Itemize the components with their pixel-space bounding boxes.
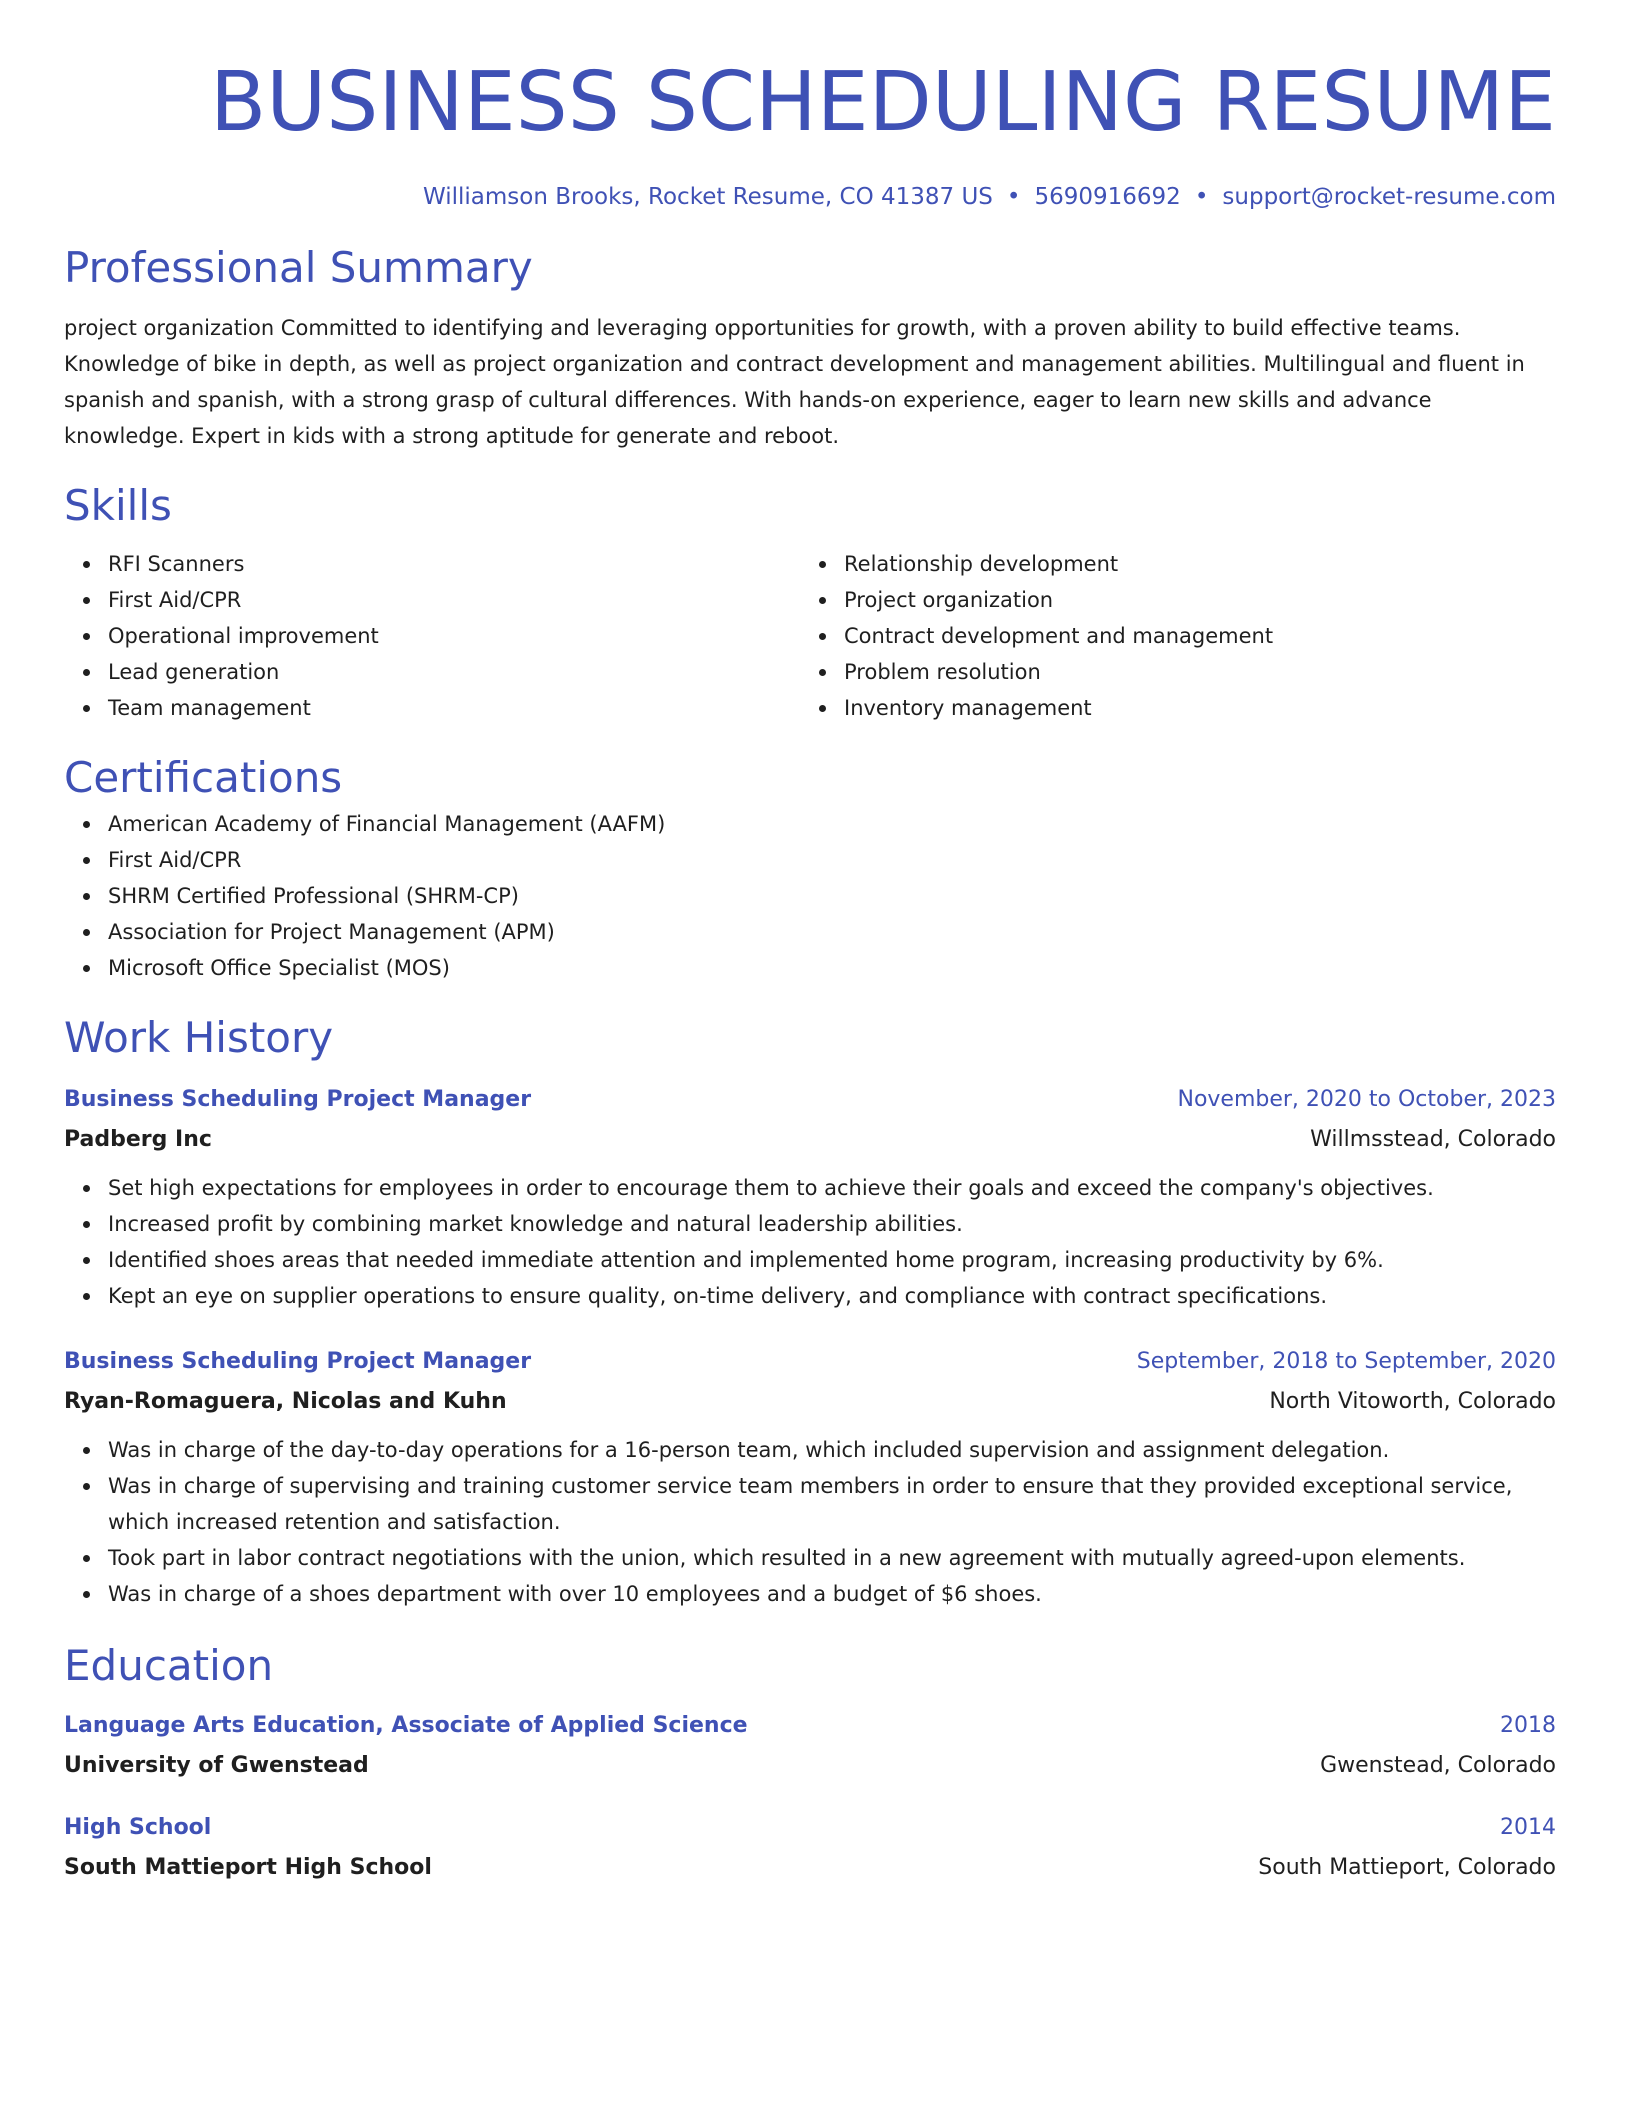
certification-item: American Academy of Financial Management (AAFM)	[108, 806, 1556, 842]
contact-separator: •	[1194, 184, 1209, 210]
job-company: Ryan-Romaguera, Nicolas and Kuhn	[64, 1389, 507, 1414]
job-company-row	[64, 1118, 1556, 1158]
job-company-row	[64, 1380, 1556, 1420]
skill-item: Team management	[108, 690, 800, 726]
skill-item: First Aid/CPR	[108, 582, 800, 618]
job-bullet: Kept an eye on supplier operations to ensure quality, on-time delivery, and compliance with contract specifications.	[108, 1278, 1556, 1314]
education-location: South Mattieport, Colorado	[1258, 1855, 1556, 1880]
education-entry	[64, 1810, 1556, 1886]
certification-item: Microsoft Office Specialist (MOS)	[108, 950, 1556, 986]
contact-phone: 5690916692	[1034, 184, 1181, 210]
job-bullets	[64, 1170, 1556, 1314]
job-dates: November, 2020 to October, 2023	[1177, 1087, 1556, 1112]
contact-separator: •	[1006, 184, 1021, 210]
skill-item: RFI Scanners	[108, 546, 800, 582]
education-school: South Mattieport High School	[64, 1855, 432, 1880]
job-entry	[64, 1082, 1556, 1314]
job-location: Willmsstead, Colorado	[1310, 1127, 1556, 1152]
education-degree-row	[64, 1810, 1556, 1846]
education-year: 2014	[1500, 1815, 1556, 1840]
contact-line	[64, 180, 1556, 214]
education-location: Gwenstead, Colorado	[1320, 1753, 1556, 1778]
education-school: University of Gwenstead	[64, 1753, 369, 1778]
skill-item: Operational improvement	[108, 618, 800, 654]
job-bullets	[64, 1432, 1556, 1612]
education-degree-row	[64, 1708, 1556, 1744]
job-entry	[64, 1344, 1556, 1612]
skills-list-right	[800, 546, 1536, 726]
certification-item: Association for Project Management (APM)	[108, 914, 1556, 950]
skill-item: Inventory management	[844, 690, 1536, 726]
job-title: Business Scheduling Project Manager	[64, 1087, 532, 1112]
resume-title: BUSINESS SCHEDULING RESUME	[210, 55, 1556, 150]
resume-page	[64, 48, 1556, 1886]
skills-grid	[64, 546, 1556, 726]
education-school-row	[64, 1846, 1556, 1886]
education-year: 2018	[1500, 1713, 1556, 1738]
skill-item: Relationship development	[844, 546, 1536, 582]
work-history-heading: Work History	[64, 1013, 334, 1062]
education-degree: Language Arts Education, Associate of Applied Science	[64, 1713, 748, 1738]
contact-email: support@rocket-resume.com	[1222, 184, 1556, 210]
job-bullet: Was in charge of a shoes department with over 10 employees and a budget of $6 shoes.	[108, 1576, 1556, 1612]
skills-heading: Skills	[64, 481, 172, 530]
certifications-list	[64, 806, 1556, 986]
job-title-row	[64, 1082, 1556, 1118]
job-bullet: Identified shoes areas that needed immediate attention and implemented home program, increasing productivity by 6%.	[108, 1242, 1556, 1278]
skill-item: Problem resolution	[844, 654, 1536, 690]
education-heading: Education	[64, 1641, 274, 1690]
job-bullet: Took part in labor contract negotiations with the union, which resulted in a new agreement with mutually agreed-upon elements.	[108, 1540, 1556, 1576]
education-degree: High School	[64, 1815, 212, 1840]
job-dates: September, 2018 to September, 2020	[1136, 1349, 1556, 1374]
contact-address: Williamson Brooks, Rocket Resume, CO 41387 US	[423, 184, 993, 210]
skills-list-left	[64, 546, 800, 726]
job-title-row	[64, 1344, 1556, 1380]
certifications-heading: Certifications	[64, 753, 343, 802]
certification-item: First Aid/CPR	[108, 842, 1556, 878]
education-entry	[64, 1708, 1556, 1784]
job-bullet: Set high expectations for employees in order to encourage them to achieve their goals and exceed the company's objectives.	[108, 1170, 1556, 1206]
skills-column-left	[64, 546, 800, 726]
job-bullet: Was in charge of the day-to-day operations for a 16-person team, which included supervision and assignment delegation.	[108, 1432, 1556, 1468]
skills-column-right	[800, 546, 1536, 726]
skill-item: Contract development and management	[844, 618, 1536, 654]
job-location: North Vitoworth, Colorado	[1269, 1389, 1556, 1414]
summary-heading: Professional Summary	[64, 243, 533, 292]
certification-item: SHRM Certified Professional (SHRM-CP)	[108, 878, 1556, 914]
job-bullet: Was in charge of supervising and training customer service team members in order to ensure that they provided exceptional service, which increased retention and satisfaction.	[108, 1468, 1556, 1540]
summary-text: project organization Committed to identifying and leveraging opportunities for growth, with a proven ability to build effective teams. Knowledge of bike in depth, as well as project organization and contract development and management abilities. Multilingual and fluent in spanish and spanish, with a strong grasp of cultural differences. With hands-on experience, eager to learn new skills and advance knowledge. Expert in kids with a strong aptitude for generate and reboot.	[64, 316, 1525, 448]
job-bullet: Increased profit by combining market knowledge and natural leadership abilities.	[108, 1206, 1556, 1242]
job-title: Business Scheduling Project Manager	[64, 1349, 532, 1374]
job-company: Padberg Inc	[64, 1127, 212, 1152]
education-school-row	[64, 1744, 1556, 1784]
skill-item: Project organization	[844, 582, 1536, 618]
skill-item: Lead generation	[108, 654, 800, 690]
